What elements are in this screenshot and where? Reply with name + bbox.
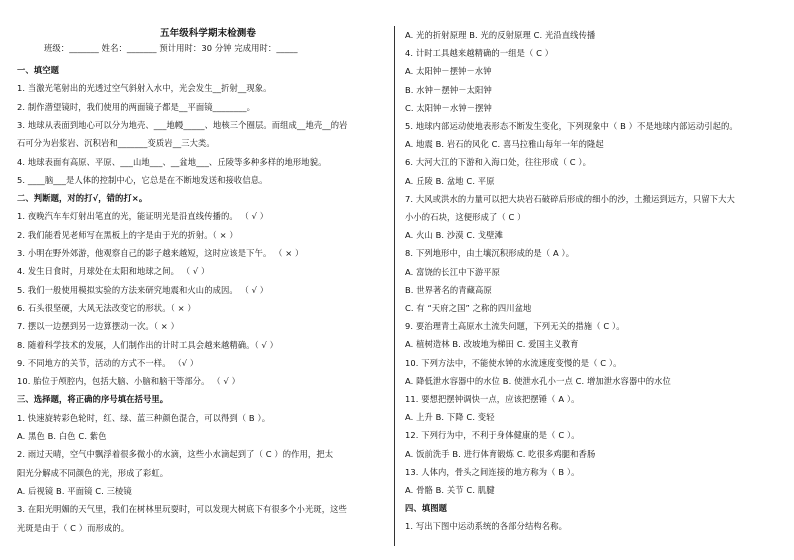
student-info-line: 班级：_______ 姓名：_______ 预计用时：30 分钟 完成用时：_____ <box>44 43 298 53</box>
text-line: 12. 下列行为中，不利于身体健康的是（ C ）。 <box>405 430 580 441</box>
text-line: 6. 石头很坚硬，大风无法改变它的形状。（ × ） <box>17 302 196 313</box>
text-line: 7. 摆以一边摆到另一边算摆动一次。（ × ） <box>17 321 179 332</box>
text-line: 5. 我们一般使用模拟实验的方法来研究地震和火山的成因。 （ √ ） <box>17 284 269 295</box>
text-line: 2. 雨过天晴，空气中飘浮着很多微小的水滴，这些小水滴起到了（ C ）的作用，把太 <box>17 449 334 460</box>
text-line: 5. 地球内部运动使地表形态不断发生变化，下列现象中（ B ）不是地球内部运动引起的。 <box>405 121 738 131</box>
section-heading: 二、判断题，对的打√，错的打×。 <box>17 193 148 204</box>
text-line: 7. 大风或洪水的力量可以把大块岩石破碎后形成的细小的沙，土搬运到远方，只留下大大 <box>405 193 735 204</box>
text-line: A. 饭前洗手 B. 进行体育锻炼 C. 吃很多鸡腿和香肠 <box>405 448 596 459</box>
text-line: 9. 要治理青土高原水土流失问题，下列无关的措施（ C ）。 <box>405 321 625 332</box>
text-line: 1. 写出下图中运动系统的各部分结构名称。 <box>405 521 567 532</box>
text-line: 2. 我们能看见老师写在黑板上的字是由于光的折射。（ × ） <box>17 229 238 240</box>
text-line: B. 世界著名的青藏高原 <box>405 284 492 295</box>
text-line: 4. 计时工具越来越精确的一组是（ C ） <box>405 48 554 59</box>
text-line: 6. 大河大江的下游和入海口处，往往形成（ C ）。 <box>405 157 592 168</box>
text-line: A. 黑色 B. 白色 C. 紫色 <box>17 431 107 441</box>
text-line: A. 富饶的长江中下游平原 <box>405 266 501 277</box>
text-line: A. 上升 B. 下降 C. 变轻 <box>405 412 495 423</box>
text-line: 3. 小明在野外郊游，他观察自己的影子越来越短，这时应该是下午。 （ × ） <box>17 248 304 258</box>
text-line: 9. 不同地方的关节，活动的方式不一样。 （√ ） <box>17 357 199 368</box>
text-line: 4. 发生日食时，月球处在太阳和地球之间。 （ √ ） <box>17 266 210 277</box>
text-line: B. 水钟－摆钟－太阳钟 <box>405 84 492 95</box>
text-line: 4. 地球表面有高原、平原、___山地___、__盆地___、丘陵等多种多样的地形地貌。 <box>17 156 327 167</box>
text-line: 10. 胎位于颅腔内，包括大脑、小脑和脑干等部分。 （ √ ） <box>17 376 240 387</box>
text-line: A. 植树造林 B. 改坡地为梯田 C. 爱国主义教育 <box>405 339 579 350</box>
text-line: 8. 随着科学技术的发展，人们制作出的计时工具会越来越精确。（ √ ） <box>17 339 279 350</box>
text-line: A. 地震 B. 岩石的风化 C. 喜马拉雅山每年一年的隆起 <box>405 139 604 150</box>
text-line: 光斑是由于（ C ）而形成的。 <box>17 522 130 533</box>
text-line: 10. 下列方法中，不能使水钟的水流速度变慢的是（ C ）。 <box>405 357 622 368</box>
text-line: A. 降低泄水容器中的水位 B. 使泄水孔小一点 C. 增加泄水容器中的水位 <box>405 375 671 386</box>
text-line: 1. 当激光笔射出的光透过空气斜射入水中，光会发生__折射__现象。 <box>17 83 272 94</box>
text-line: 1. 快速旋转彩色轮时，红、绿、蓝三种颜色混合，可以得到（ B ）。 <box>17 412 271 423</box>
text-line: 石可分为岩浆岩、沉积岩和_______变质岩__三大类。 <box>17 138 215 149</box>
text-line: 5. ____脑___是人体的控制中心，它总是在不断地发送和接收信息。 <box>17 174 268 185</box>
text-line: C. 太阳钟－水钟－摆钟 <box>405 102 492 113</box>
text-line: 3. 在阳光明媚的天气里，我们在树林里玩耍时，可以发现大树底下有很多个小光斑，这些 <box>17 504 347 515</box>
section-heading: 四、填图题 <box>405 503 447 514</box>
section-heading: 三、选择题，将正确的序号填在括号里。 <box>17 394 169 405</box>
text-line: A. 太阳钟－摆钟－水钟 <box>405 66 492 77</box>
text-line: 8. 下列地形中，由土壤沉积形成的是（ A ）。 <box>405 248 575 259</box>
text-line: 小小的石块，这便形成了（ C ） <box>405 212 526 222</box>
text-line: A. 光的折射原理 B. 光的反射原理 C. 光沿直线传播 <box>405 30 596 40</box>
text-line: 11. 要想把摆钟调快一点，应该把摆锤（ A ）。 <box>405 394 580 404</box>
text-line: A. 火山 B. 沙漠 C. 戈壁滩 <box>405 230 503 241</box>
text-line: 13. 人体内，骨头之间连接的地方称为（ B ）。 <box>405 466 580 477</box>
text-line: 3. 地球从表面到地心可以分为地壳、___地幔_____、地核三个圈层。而组成__地壳__的岩 <box>17 119 348 130</box>
text-line: 1. 夜晚汽车车灯射出笔直的光，能证明光是沿直线传播的。 （ √ ） <box>17 211 269 222</box>
text-line: 阳光分解成不同颜色的光，形成了彩虹。 <box>17 467 169 478</box>
section-heading: 一、填空题 <box>17 65 59 75</box>
exam-title: 五年级科学期末检测卷 <box>160 28 257 39</box>
text-line: A. 骨骼 B. 关节 C. 肌腱 <box>405 485 495 495</box>
column-divider <box>394 26 395 546</box>
text-line: A. 后视镜 B. 平面镜 C. 三棱镜 <box>17 485 132 496</box>
text-line: C. 有 “天府之国” 之称的四川盆地 <box>405 303 532 313</box>
text-line: 2. 制作潜望镜时，我们使用的两面镜子都是__平面镜________。 <box>17 101 256 112</box>
text-line: A. 丘陵 B. 盆地 C. 平原 <box>405 175 495 186</box>
